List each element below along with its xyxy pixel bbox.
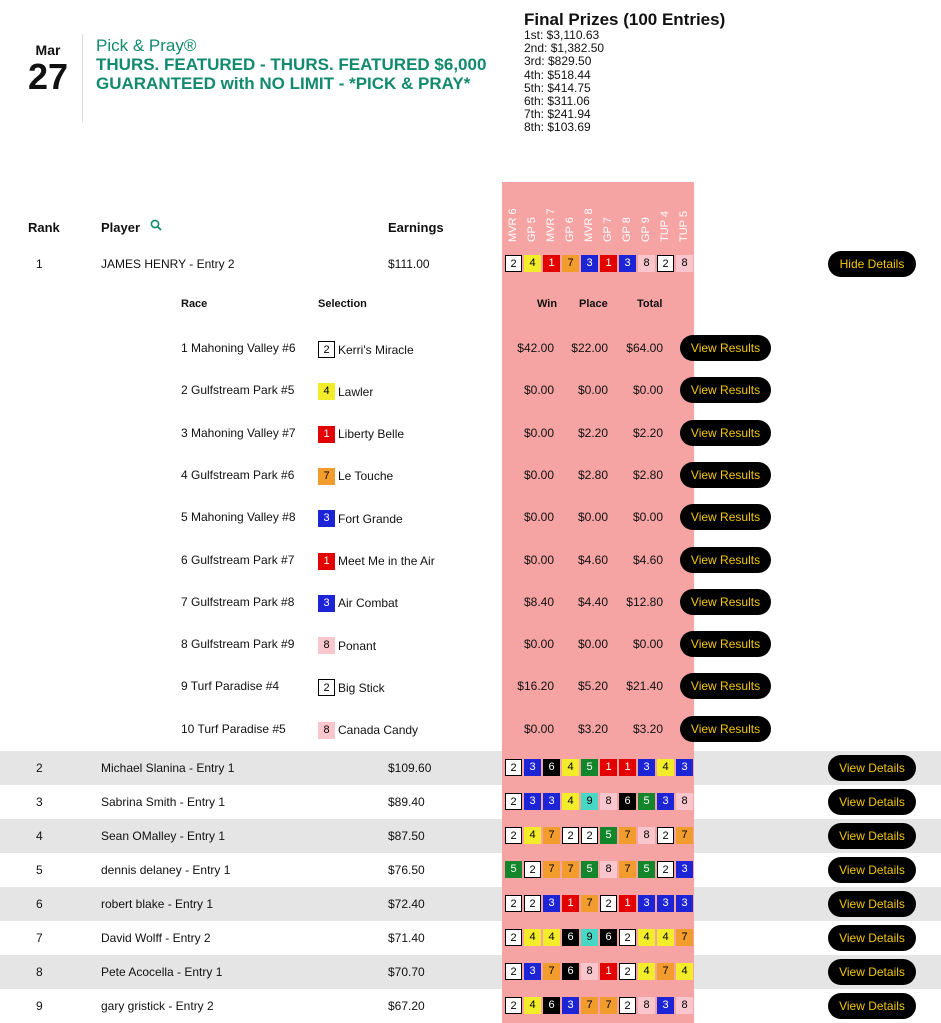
pick-badge: 2 (657, 861, 674, 878)
leaderboard-row (0, 921, 941, 955)
win-value: $0.00 (523, 425, 554, 440)
selection (318, 383, 373, 400)
date-day: 27 (27, 56, 69, 97)
view-details-button[interactable]: View Details (828, 925, 916, 951)
pick-badge: 1 (600, 255, 617, 272)
pick-badge: 7 (543, 827, 560, 844)
date-block (22, 42, 74, 96)
rank-value: 1 (36, 257, 43, 271)
prize-line: 5th: $414.75 (524, 80, 591, 95)
pick-badge: 2 (505, 963, 522, 980)
prize-line: 6th: $311.06 (524, 94, 590, 109)
pick-badge: 6 (562, 963, 579, 980)
pick-badge: 9 (581, 793, 598, 810)
pick-badge: 1 (543, 255, 560, 272)
pick-badge: 4 (562, 759, 579, 776)
pick-badge: 6 (543, 759, 560, 776)
pick-badge: 4 (657, 759, 674, 776)
race-name: 2 Gulfstream Park #5 (181, 383, 295, 398)
picks-strip (505, 759, 695, 776)
horse-name: Le Touche (338, 469, 394, 484)
pick-badge: 4 (524, 255, 541, 272)
rank-value: 5 (36, 863, 43, 877)
details-row (0, 413, 941, 455)
pick-badge: 3 (543, 895, 560, 912)
pick-badge: 3 (524, 793, 541, 810)
pick-badge: 3 (524, 963, 541, 980)
picks-strip (505, 827, 695, 844)
view-details-button[interactable]: View Details (828, 959, 916, 985)
leaderboard-row (0, 955, 941, 989)
earnings-value: $89.40 (388, 795, 425, 809)
pick-badge: 8 (600, 861, 617, 878)
selection (318, 553, 435, 570)
total-value: $12.80 (626, 594, 663, 609)
picks-strip (505, 929, 695, 946)
total-value: $64.00 (626, 341, 663, 355)
pick-badge: 2 (524, 895, 541, 912)
pick-badge: 7 (619, 861, 636, 878)
rank-value: 3 (36, 795, 43, 809)
earnings-value: $76.50 (388, 863, 425, 877)
pick-badge: 2 (600, 895, 617, 912)
pick-badge: 7 (600, 997, 617, 1014)
pick-badge: 8 (318, 722, 335, 739)
pick-badge: 4 (524, 827, 541, 844)
place-value: $4.40 (577, 594, 608, 609)
race-name: 6 Gulfstream Park #7 (181, 552, 295, 567)
pick-badge: 3 (676, 759, 693, 776)
details-row (0, 709, 941, 751)
total-value: $0.00 (632, 383, 663, 398)
race-name: 7 Gulfstream Park #8 (181, 594, 295, 609)
picks-strip (505, 963, 695, 980)
view-results-button[interactable]: View Results (680, 377, 771, 403)
race-header-label: MVR 6 (507, 208, 519, 242)
pick-badge: 3 (657, 793, 674, 810)
hide-details-button[interactable]: Hide Details (828, 251, 916, 277)
prize-line: 3rd: $829.50 (524, 54, 592, 69)
view-results-button[interactable]: View Results (680, 589, 771, 615)
date-month: Mar (35, 42, 61, 58)
leaderboard-row (0, 247, 941, 281)
pick-badge: 7 (581, 997, 598, 1014)
place-value: $2.80 (577, 467, 608, 482)
pick-badge: 4 (543, 929, 560, 946)
selection (318, 426, 404, 443)
pick-badge: 7 (543, 861, 560, 878)
pick-badge: 7 (657, 963, 674, 980)
selection (318, 510, 403, 527)
race-header-label: TUP 4 (659, 211, 671, 242)
race-name: 3 Mahoning Valley #7 (181, 425, 296, 440)
prize-line: 4th: $518.44 (524, 67, 591, 82)
win-value: $0.00 (523, 637, 554, 652)
total-value: $21.40 (626, 679, 663, 694)
pick-badge: 2 (619, 929, 636, 946)
pick-badge: 3 (524, 759, 541, 776)
pick-badge: 1 (600, 963, 617, 980)
pick-badge: 8 (676, 793, 693, 810)
total-value: $2.20 (632, 425, 663, 440)
race-name: 1 Mahoning Valley #6 (181, 341, 296, 355)
pick-badge: 3 (318, 595, 335, 612)
race-name: 4 Gulfstream Park #6 (181, 467, 295, 482)
pick-badge: 3 (543, 793, 560, 810)
horse-name: Ponant (338, 638, 377, 653)
horse-name: Lawler (338, 384, 374, 399)
player-name[interactable]: JAMES HENRY - Entry 2 (101, 257, 235, 271)
race-header-label: MVR 8 (583, 208, 595, 242)
pick-badge: 7 (619, 827, 636, 844)
earnings-value: $111.00 (388, 257, 430, 271)
leaderboard-row (0, 785, 941, 819)
pick-badge: 4 (676, 963, 693, 980)
pick-badge: 5 (581, 759, 598, 776)
view-results-button[interactable]: View Results (680, 504, 771, 530)
pick-badge: 8 (638, 255, 655, 272)
pick-badge: 5 (581, 861, 598, 878)
rank-value: 7 (36, 931, 43, 945)
pick-badge: 1 (318, 426, 335, 443)
selection (318, 679, 385, 696)
race-header-label: GP 7 (602, 217, 614, 242)
rank-value: 9 (36, 999, 43, 1013)
pick-badge: 2 (318, 341, 335, 358)
pick-badge: 6 (543, 997, 560, 1014)
details-row (0, 666, 941, 708)
picks-strip (505, 861, 695, 878)
place-value: $3.20 (577, 721, 608, 736)
picks-strip (505, 255, 695, 272)
pick-badge: 5 (600, 827, 617, 844)
pick-badge: 2 (505, 997, 522, 1014)
pick-badge: 2 (505, 827, 522, 844)
picks-strip (505, 895, 695, 912)
total-value: $0.00 (632, 510, 663, 525)
pick-badge: 3 (676, 895, 693, 912)
place-value: $0.00 (577, 637, 608, 652)
earnings-value: $72.40 (388, 897, 425, 911)
pick-badge: 3 (619, 255, 636, 272)
win-value: $0.00 (523, 552, 554, 567)
player-name[interactable]: gary gristick - Entry 2 (101, 999, 214, 1013)
view-results-button[interactable]: View Results (680, 631, 771, 657)
pick-badge: 3 (581, 255, 598, 272)
pick-badge: 7 (562, 255, 579, 272)
details-header-race: Race (181, 298, 208, 310)
view-details-button[interactable]: View Details (828, 755, 916, 781)
rank-value: 8 (36, 965, 43, 979)
win-value: $8.40 (523, 594, 554, 609)
pick-badge: 4 (318, 383, 335, 400)
horse-name: Big Stick (338, 680, 385, 695)
total-value: $2.80 (632, 467, 663, 482)
header-divider (82, 34, 83, 122)
prizes-title: Final Prizes (100 Entries) (524, 10, 726, 29)
pick-badge: 4 (524, 997, 541, 1014)
view-details-button[interactable]: View Details (828, 891, 916, 917)
pick-badge: 3 (638, 895, 655, 912)
contest-info (96, 36, 516, 93)
pick-badge: 3 (562, 997, 579, 1014)
place-value: $0.00 (577, 383, 608, 398)
selection (318, 595, 398, 612)
pick-badge: 5 (638, 861, 655, 878)
pick-badge: 4 (638, 963, 655, 980)
pick-badge: 2 (619, 963, 636, 980)
view-details-button[interactable]: View Details (828, 857, 916, 883)
details-row (0, 540, 941, 582)
selection (318, 637, 376, 654)
pick-badge: 2 (505, 759, 522, 776)
details-row (0, 624, 941, 666)
pick-badge: 8 (581, 963, 598, 980)
view-details-button[interactable]: View Details (828, 823, 916, 849)
race-name: 9 Turf Paradise #4 (181, 679, 280, 694)
pick-badge: 8 (638, 997, 655, 1014)
view-results-button[interactable]: View Results (680, 335, 771, 361)
win-value: $16.20 (517, 679, 554, 694)
pick-badge: 2 (657, 255, 674, 272)
pick-badge: 3 (657, 895, 674, 912)
picks-strip (505, 793, 695, 810)
pick-badge: 2 (505, 895, 522, 912)
leaderboard-row (0, 751, 941, 785)
race-header-label: TUP 5 (678, 211, 690, 242)
race-header-label: GP 6 (564, 217, 576, 242)
rank-header: Rank (28, 220, 60, 235)
details-header-win: Win (537, 298, 558, 310)
pick-badge: 2 (657, 827, 674, 844)
leaderboard-row (0, 853, 941, 887)
earnings-value: $71.40 (388, 931, 425, 945)
pick-badge: 8 (676, 255, 693, 272)
race-name: 8 Gulfstream Park #9 (181, 637, 295, 652)
earnings-header: Earnings (388, 220, 444, 235)
earnings-value: $109.60 (388, 761, 432, 775)
place-value: $0.00 (577, 510, 608, 525)
pick-badge: 7 (543, 963, 560, 980)
pick-badge: 2 (562, 827, 579, 844)
pick-badge: 1 (600, 759, 617, 776)
pick-badge: 7 (318, 468, 335, 485)
pick-badge: 2 (318, 679, 335, 696)
win-value: $42.00 (517, 341, 554, 355)
race-name: 5 Mahoning Valley #8 (181, 510, 296, 525)
win-value: $0.00 (523, 510, 554, 525)
player-header: Player (101, 220, 141, 235)
pick-badge: 2 (524, 861, 541, 878)
pick-badge: 2 (505, 255, 522, 272)
view-results-button[interactable]: View Results (680, 716, 771, 742)
details-header-place: Place (579, 298, 608, 310)
pick-badge: 1 (619, 895, 636, 912)
view-results-button[interactable]: View Results (680, 547, 771, 573)
pick-badge: 7 (581, 895, 598, 912)
race-header-label: GP 5 (526, 217, 538, 242)
race-header-label: MVR 7 (545, 208, 557, 242)
win-value: $0.00 (523, 383, 554, 398)
place-value: $4.60 (577, 552, 608, 567)
pick-badge: 3 (318, 510, 335, 527)
earnings-value: $87.50 (388, 829, 425, 843)
player-name[interactable]: Sabrina Smith - Entry 1 (101, 795, 226, 809)
pick-badge: 4 (657, 929, 674, 946)
pick-badge: 9 (581, 929, 598, 946)
total-value: $0.00 (632, 637, 663, 652)
horse-name: Fort Grande (338, 511, 403, 526)
pick-badge: 7 (676, 827, 693, 844)
pick-badge: 3 (657, 997, 674, 1014)
prize-line: 1st: $3,110.63 (524, 28, 600, 42)
pick-badge: 6 (619, 793, 636, 810)
horse-name: Canada Candy (338, 723, 419, 738)
leaderboard-row (0, 887, 941, 921)
player-name[interactable]: robert blake - Entry 1 (101, 897, 214, 911)
details-row (0, 582, 941, 624)
win-value: $0.00 (523, 467, 554, 482)
pick-badge: 3 (676, 861, 693, 878)
place-value: $5.20 (577, 679, 608, 694)
selection (318, 341, 414, 358)
horse-name: Liberty Belle (338, 427, 405, 442)
rank-value: 2 (36, 761, 43, 775)
pick-badge: 4 (524, 929, 541, 946)
pick-badge: 6 (562, 929, 579, 946)
pick-badge: 5 (638, 793, 655, 810)
details-row (0, 370, 941, 412)
player-name[interactable]: dennis delaney - Entry 1 (101, 863, 231, 877)
details-header-selection: Selection (318, 298, 367, 310)
prize-line: 2nd: $1,382.50 (524, 41, 605, 56)
view-results-button[interactable]: View Results (680, 673, 771, 699)
rank-value: 6 (36, 897, 43, 911)
player-name[interactable]: Pete Acocella - Entry 1 (101, 965, 223, 979)
pick-badge: 3 (638, 759, 655, 776)
prize-line: 8th: $103.69 (524, 120, 591, 135)
rank-value: 4 (36, 829, 43, 843)
win-value: $0.00 (523, 721, 554, 736)
pick-badge: 8 (318, 637, 335, 654)
contest-name: Pick & Pray® (96, 36, 197, 55)
view-details-button[interactable]: View Details (828, 789, 916, 815)
pick-badge: 1 (619, 759, 636, 776)
pick-badge: 2 (581, 827, 598, 844)
place-value: $2.20 (577, 425, 608, 440)
earnings-value: $67.20 (388, 999, 425, 1013)
picks-strip (505, 997, 695, 1014)
pick-badge: 6 (600, 929, 617, 946)
horse-name: Meet Me in the Air (338, 554, 435, 568)
view-results-button[interactable]: View Results (680, 462, 771, 488)
horse-name: Kerri's Miracle (338, 342, 414, 357)
contest-title: THURS. FEATURED - THURS. FEATURED $6,000 GUARANTEED with NO LIMIT - *PICK & PRAY* (96, 55, 487, 93)
details-header-total: Total (637, 298, 663, 310)
leaderboard-row (0, 989, 941, 1023)
pick-badge: 2 (505, 793, 522, 810)
place-value: $22.00 (571, 341, 608, 355)
leaderboard-row (0, 819, 941, 853)
selection (318, 722, 418, 739)
race-header-label: GP 8 (621, 217, 633, 242)
details-row (0, 455, 941, 497)
player-name[interactable]: Sean OMalley - Entry 1 (101, 829, 226, 843)
pick-badge: 2 (505, 929, 522, 946)
pick-badge: 8 (638, 827, 655, 844)
total-value: $3.20 (632, 721, 663, 736)
details-row (0, 497, 941, 539)
pick-badge: 8 (676, 997, 693, 1014)
pick-badge: 7 (676, 929, 693, 946)
pick-badge: 1 (318, 553, 335, 570)
race-header (502, 182, 694, 244)
view-details-button[interactable]: View Details (828, 993, 916, 1019)
final-prizes (524, 10, 725, 135)
pick-badge: 1 (562, 895, 579, 912)
pick-badge: 8 (600, 793, 617, 810)
pick-badge: 4 (638, 929, 655, 946)
total-value: $4.60 (632, 552, 663, 567)
pick-badge: 2 (619, 997, 636, 1014)
player-name[interactable]: Michael Slanina - Entry 1 (101, 761, 235, 775)
pick-badge: 4 (562, 793, 579, 810)
search-icon[interactable] (150, 219, 162, 234)
prize-line: 7th: $241.94 (524, 107, 591, 122)
details-row (0, 328, 941, 370)
race-header-label: GP 9 (640, 217, 652, 242)
view-results-button[interactable]: View Results (680, 420, 771, 446)
player-name[interactable]: David Wolff - Entry 2 (101, 931, 211, 945)
selection (318, 468, 393, 485)
horse-name: Air Combat (338, 596, 399, 611)
race-name: 10 Turf Paradise #5 (181, 721, 286, 736)
pick-badge: 5 (505, 861, 522, 878)
pick-badge: 7 (562, 861, 579, 878)
earnings-value: $70.70 (388, 965, 425, 979)
